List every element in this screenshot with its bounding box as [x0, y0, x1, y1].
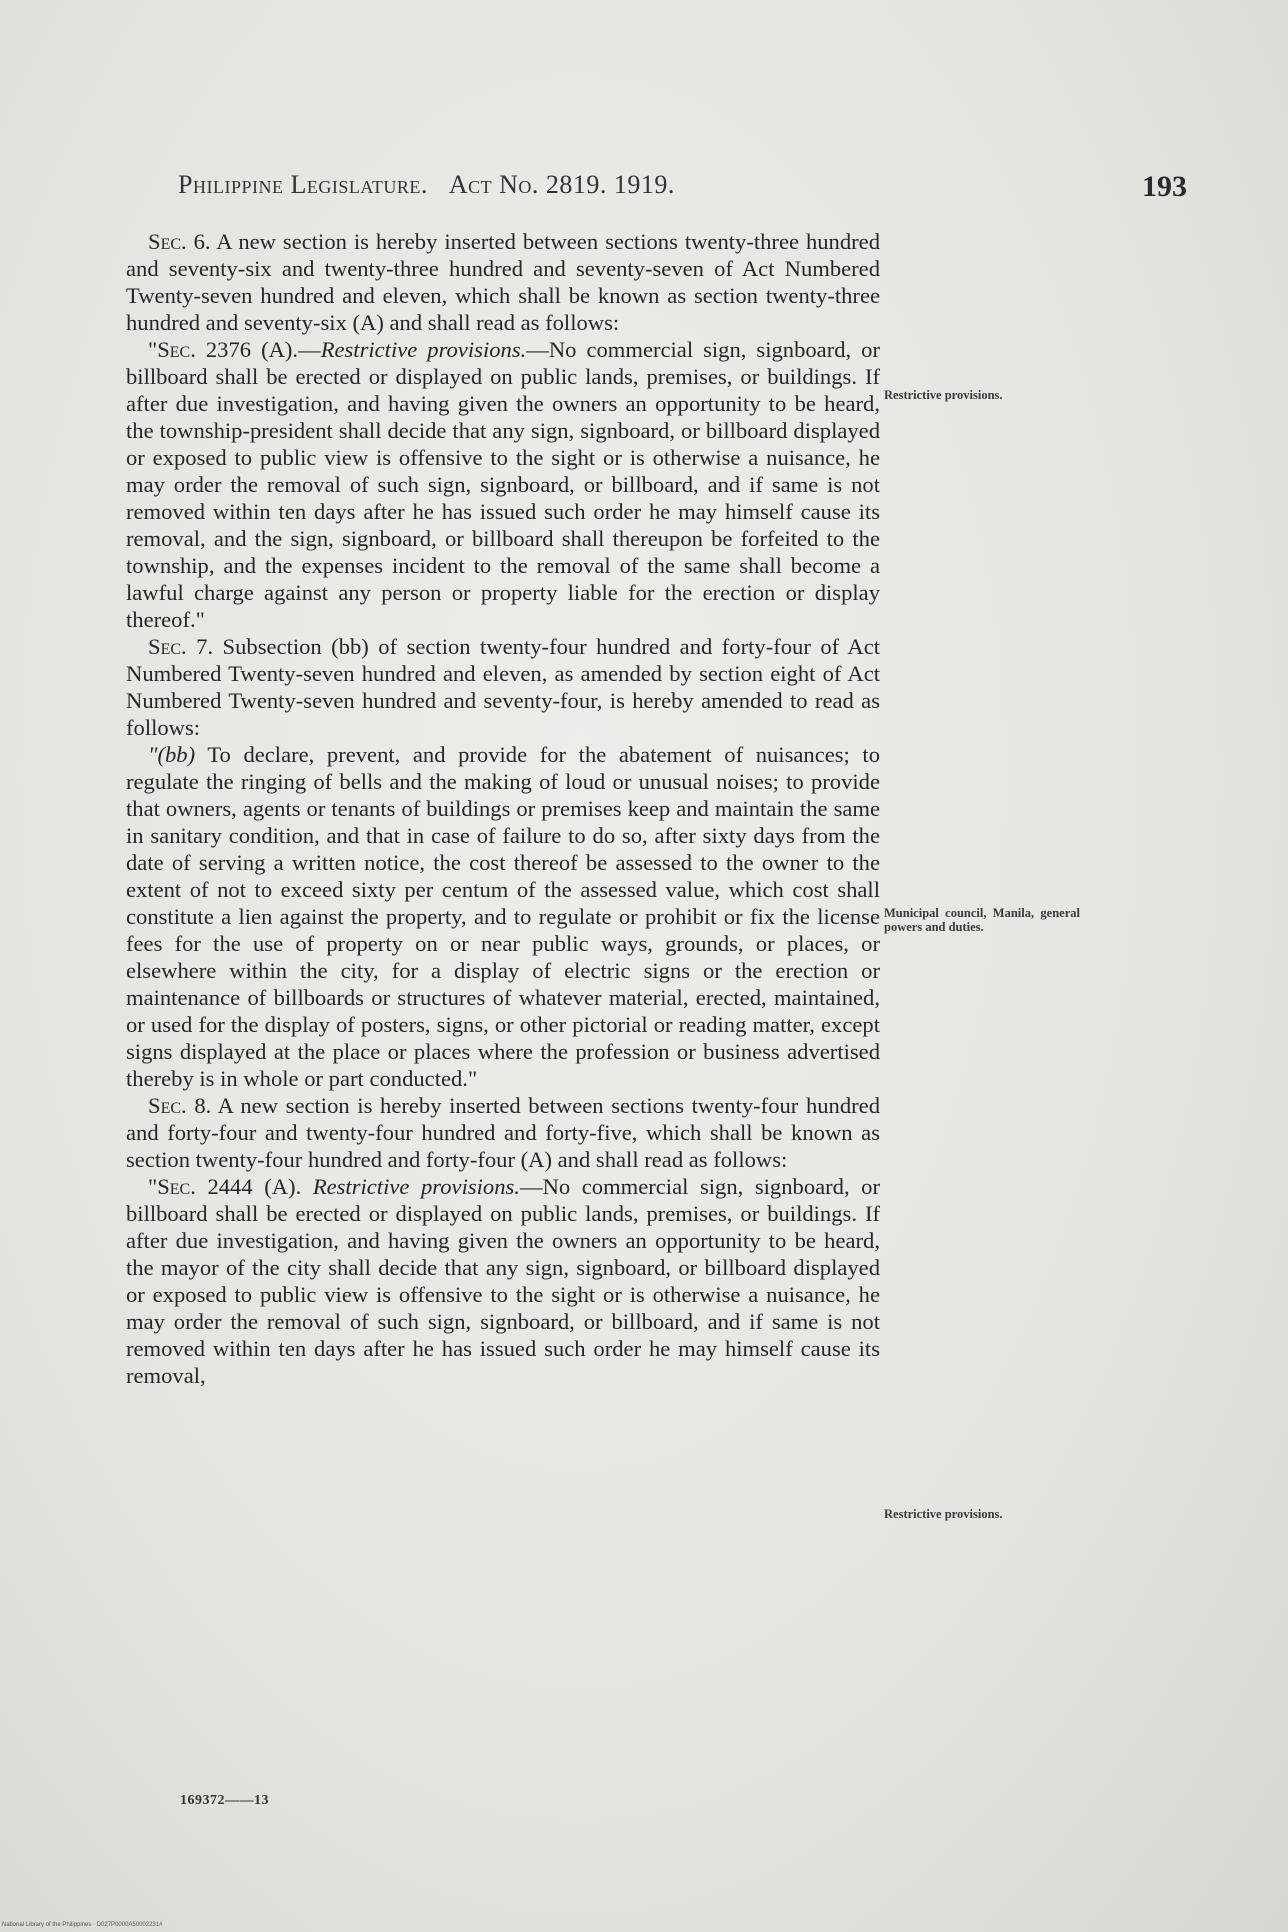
- paragraph-sec-2444a: [126, 1173, 880, 1389]
- paragraph-text: 6. A new section is hereby inserted between sections twenty-three hundred and seventy-six and twenty-three hundred and seventy-seven of Act Numbered Twenty-seven hundred and eleven, which shall be known as section twenty-three hundred and seventy-six (A) and shall read as follows:: [126, 229, 880, 335]
- paragraph-text: To declare, prevent, and provide for the abatement of nuisances; to regulate the ringing of bells and the making of loud or unusual noises; to provide that owners, agents or tenants of buildings or premises keep and maintain the same in sanitary condition, and that in case of failure to do so, after sixty days from the date of serving a written notice, the cost thereof be assessed to the owner to the extent of not to exceed sixty per centum of the assessed value, which cost shall constitute a lien against the property, and to regulate or prohibit or fix the license fees for the use of property on or near public ways, grounds, or places, or elsewhere within the city, for a display of electric signs or the erection or maintenance of billboards or structures of whatever material, erected, maintained, or used for the display of posters, signs, or other pictorial or reading matter, except signs displayed at the place or places where the profession or business advertised thereby is in whole or part conducted.": [126, 742, 880, 1091]
- signature-mark: 169372——13: [180, 1793, 269, 1808]
- section-lead: "Sec. 2376 (A).—: [148, 337, 321, 362]
- section-lead: Sec.: [148, 634, 187, 659]
- paragraph-sec-6: [126, 228, 880, 336]
- paragraph-subsection-bb: [126, 741, 880, 1092]
- section-heading: Restrictive provisions.: [312, 1174, 520, 1199]
- margin-note-restrictive-2: Restrictive provisions.: [884, 1507, 1003, 1521]
- paragraph-sec-2376a: [126, 336, 880, 633]
- section-lead: Sec.: [148, 229, 187, 254]
- library-watermark: National Library of the Philippines · D027P0000A50002231#: [2, 1922, 163, 1928]
- page-number: 193: [1142, 170, 1187, 203]
- margin-note-restrictive-1: Restrictive provisions.: [884, 388, 1003, 402]
- section-heading: Restrictive provisions.: [320, 337, 527, 362]
- paragraph-text: —No commercial sign, signboard, or billboard shall be erected or displayed on public lands, premises, or buildings. If after due investigation, and having given the owners an opportunity to be heard, the mayor of the city shall decide that any sign, signboard, or billboard displayed or exposed to public view is offensive to the sight or is otherwise a nuisance, he may order the removal of such sign, signboard, or billboard, and if same is not removed within ten days after he has issued such order he may himself cause its removal,: [126, 1174, 881, 1388]
- section-lead: "(bb): [148, 742, 196, 767]
- paragraph-text: 8. A new section is hereby inserted between sections twenty-four hundred and forty-four and twenty-four hundred and forty-five, which shall be known as section twenty-four hundred and forty-four (A) and shall read as follows:: [126, 1093, 880, 1172]
- legislature-title: Philippine Legislature.: [178, 170, 428, 199]
- paragraph-text: 7. Subsection (bb) of section twenty-four hundred and forty-four of Act Numbered Twenty-seven hundred and eleven, as amended by section eight of Act Numbered Twenty-seven hundred and seventy-four, is hereby amended to read as follows:: [126, 634, 880, 740]
- section-lead: "Sec. 2444 (A).: [148, 1174, 313, 1199]
- running-head: [178, 170, 675, 200]
- act-title: Act No. 2819. 1919.: [448, 170, 675, 199]
- paragraph-text: —No commercial sign, signboard, or billboard shall be erected or displayed on public lands, premises, or buildings. If after due investigation, and having given the owners an opportunity to be heard, the township-president shall decide that any sign, signboard, or billboard displayed or exposed to public view is offensive to the sight or is otherwise a nuisance, he may order the removal of such sign, signboard, or billboard, and if same is not removed within ten days after he has issued such order he may himself cause its removal, and the sign, signboard, or billboard shall thereupon be forfeited to the township, and the expenses incident to the removal of the same shall become a lawful charge against any person or property liable for the erection or display thereof.": [126, 337, 881, 632]
- margin-note-municipal-council: Municipal council, Manila, general powers and duties.: [884, 906, 1080, 934]
- paragraph-sec-8: [126, 1092, 880, 1173]
- section-lead: Sec.: [148, 1093, 187, 1118]
- paragraph-sec-7: [126, 633, 880, 741]
- body-text: [126, 228, 880, 1389]
